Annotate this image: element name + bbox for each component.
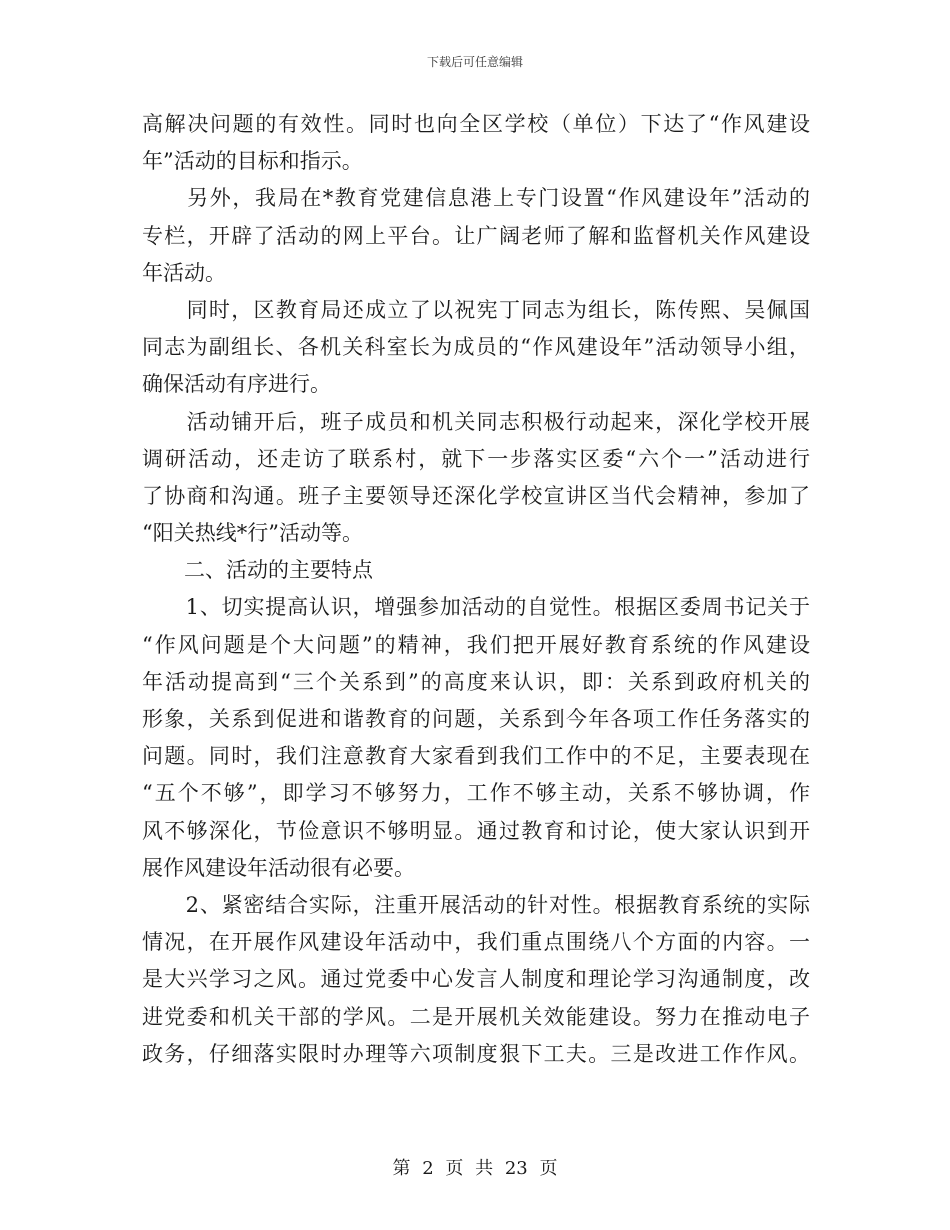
text-line: 是大兴学习之风。通过党委中心发言人制度和理论学习沟通制度，改 <box>142 967 810 992</box>
text-line: “五个不够”，即学习不够努力，工作不够主动，关系不够协调，作 <box>142 781 810 806</box>
text-line: 年活动提高到“三个关系到”的高度来认识，即：关系到政府机关的 <box>142 669 810 694</box>
section-heading: 二、活动的主要特点 <box>142 558 373 583</box>
text-line: 形象，关系到促进和谐教育的问题，关系到今年各项工作任务落实的 <box>142 707 810 731</box>
text-line: 政务，仔细落实限时办理等六项制度狠下工夫。三是改进工作作风。 <box>142 1041 810 1066</box>
text-line: 确保活动有序进行。 <box>142 372 331 397</box>
text-line: 另外，我局在*教育党建信息港上专门设置“作风建设年”活动的 <box>142 186 810 211</box>
document-body <box>142 106 810 1073</box>
text-line: 调研活动，还走访了联系村，就下一步落实区委“六个一”活动进行 <box>142 446 810 471</box>
text-line: 同志为副组长、各机关科室长为成员的“作风建设年”活动领导小组， <box>142 335 810 360</box>
text-line: 展作风建设年活动很有必要。 <box>142 855 415 880</box>
text-line: 问题。同时，我们注意教育大家看到我们工作中的不足，主要表现在 <box>142 744 810 769</box>
text-line: 年”活动的目标和指示。 <box>142 149 363 174</box>
page-header: 下载后可任意编辑 <box>426 55 523 69</box>
text-line: 风不够深化，节俭意识不够明显。通过教育和讨论，使大家认识到开 <box>142 818 810 843</box>
text-line: 活动铺开后，班子成员和机关同志积极行动起来，深化学校开展 <box>142 409 810 434</box>
text-line: 进党委和机关干部的学风。二是开展机关效能建设。努力在推动电子 <box>142 1004 810 1029</box>
text-line: 1、切实提高认识，增强参加活动的自觉性。根据区委周书记关于 <box>142 595 810 620</box>
text-line: 高解决问题的有效性。同时也向全区学校（单位）下达了“作风建设 <box>142 112 810 136</box>
text-line: “阳关热线*行”活动等。 <box>142 521 363 546</box>
page-number-footer: 第 2 页 共 23 页 <box>392 1158 558 1179</box>
text-line: 专栏，开辟了活动的网上平台。让广阔老师了解和监督机关作风建设 <box>142 223 810 248</box>
text-line: “作风问题是个大问题”的精神，我们把开展好教育系统的作风建设 <box>142 632 810 657</box>
text-line: 同时，区教育局还成立了以祝宪丁同志为组长，陈传熙、吴佩国 <box>142 297 810 322</box>
text-line: 了协商和沟通。班子主要领导还深化学校宣讲区当代会精神，参加了 <box>142 483 810 508</box>
text-line: 2、紧密结合实际，注重开展活动的针对性。根据教育系统的实际 <box>142 892 810 917</box>
text-line: 年活动。 <box>142 260 226 285</box>
text-line: 情况，在开展作风建设年活动中，我们重点围绕八个方面的内容。一 <box>142 930 810 955</box>
